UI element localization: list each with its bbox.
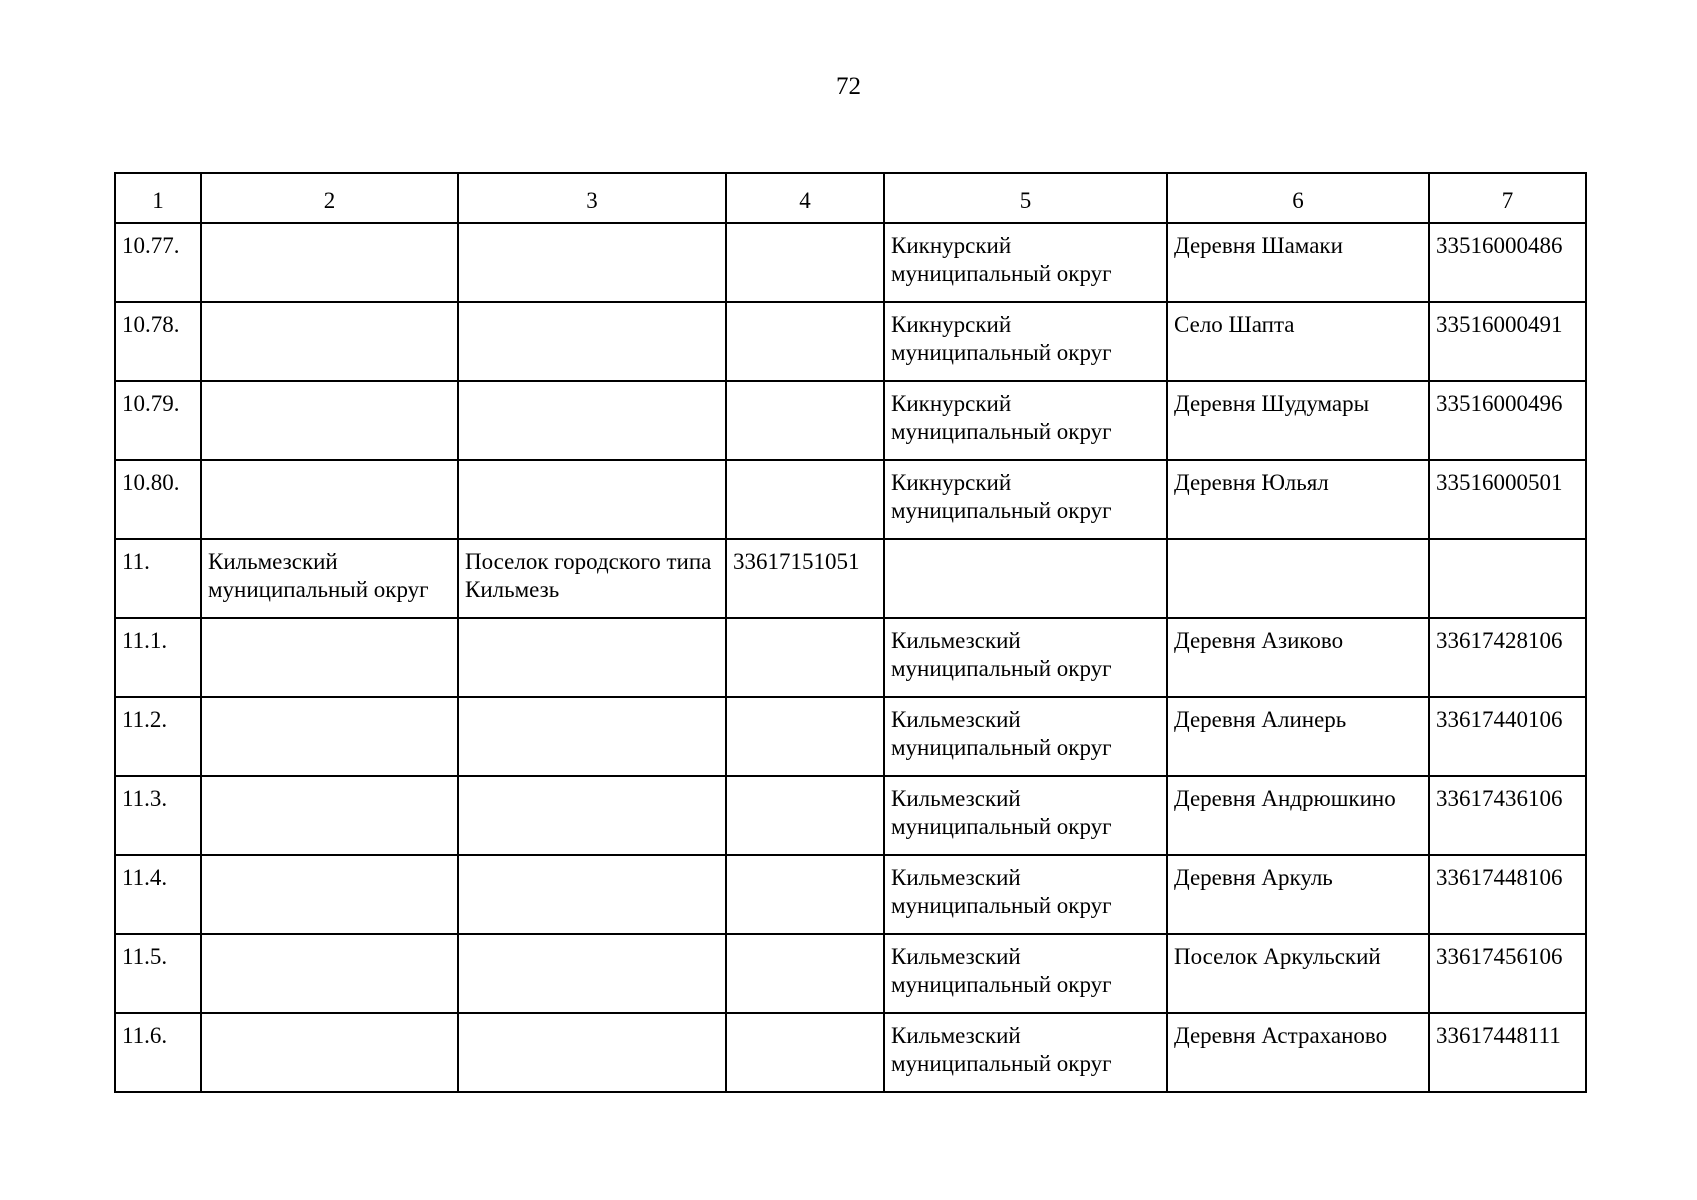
- data-table: [114, 172, 1587, 1093]
- table-row: [115, 381, 1586, 460]
- table-row: [115, 934, 1586, 1013]
- municipality-cell: [201, 697, 458, 776]
- district-cell: Кильмезский муниципальный округ: [884, 697, 1167, 776]
- table-row: [115, 460, 1586, 539]
- locality-code-cell: 33516000491: [1429, 302, 1586, 381]
- locality-cell: Деревня Шудумары: [1167, 381, 1429, 460]
- oktmo-code-cell: [726, 855, 884, 934]
- column-header-4: 4: [726, 173, 884, 223]
- column-header-7: 7: [1429, 173, 1586, 223]
- settlement-cell: [458, 460, 726, 539]
- row-number-cell: 11.3.: [115, 776, 201, 855]
- municipality-cell: [201, 223, 458, 302]
- locality-code-cell: 33516000496: [1429, 381, 1586, 460]
- locality-cell: Деревня Алинерь: [1167, 697, 1429, 776]
- table-row: [115, 223, 1586, 302]
- oktmo-code-cell: [726, 776, 884, 855]
- locality-code-cell: 33516000486: [1429, 223, 1586, 302]
- district-cell: Кикнурский муниципальный округ: [884, 381, 1167, 460]
- settlement-cell: [458, 855, 726, 934]
- row-number-cell: 10.80.: [115, 460, 201, 539]
- locality-cell: Деревня Юльял: [1167, 460, 1429, 539]
- settlement-cell: [458, 1013, 726, 1092]
- settlement-cell: [458, 934, 726, 1013]
- page-number: 72: [836, 73, 861, 100]
- settlement-cell: [458, 223, 726, 302]
- locality-cell: Деревня Азиково: [1167, 618, 1429, 697]
- column-header-1: 1: [115, 173, 201, 223]
- row-number-cell: 11.1.: [115, 618, 201, 697]
- locality-code-cell: 33617456106: [1429, 934, 1586, 1013]
- municipality-cell: Кильмезский муниципальный округ: [201, 539, 458, 618]
- district-cell: Кильмезский муниципальный округ: [884, 855, 1167, 934]
- district-cell: Кикнурский муниципальный округ: [884, 460, 1167, 539]
- table-row: [115, 302, 1586, 381]
- oktmo-code-cell: [726, 697, 884, 776]
- locality-cell: Деревня Астраханово: [1167, 1013, 1429, 1092]
- settlement-cell: [458, 381, 726, 460]
- locality-code-cell: 33516000501: [1429, 460, 1586, 539]
- district-cell: Кикнурский муниципальный округ: [884, 302, 1167, 381]
- table-body: [115, 223, 1586, 1092]
- oktmo-code-cell: [726, 302, 884, 381]
- municipality-cell: [201, 855, 458, 934]
- municipality-cell: [201, 381, 458, 460]
- table-row: [115, 539, 1586, 618]
- locality-code-cell: [1429, 539, 1586, 618]
- table-row: [115, 697, 1586, 776]
- oktmo-code-cell: [726, 381, 884, 460]
- row-number-cell: 11.6.: [115, 1013, 201, 1092]
- settlement-cell: [458, 302, 726, 381]
- oktmo-code-cell: [726, 618, 884, 697]
- locality-cell: Деревня Шамаки: [1167, 223, 1429, 302]
- district-cell: Кикнурский муниципальный округ: [884, 223, 1167, 302]
- district-cell: Кильмезский муниципальный округ: [884, 1013, 1167, 1092]
- municipality-cell: [201, 1013, 458, 1092]
- table-row: [115, 855, 1586, 934]
- column-header-5: 5: [884, 173, 1167, 223]
- district-cell: [884, 539, 1167, 618]
- column-header-2: 2: [201, 173, 458, 223]
- municipality-cell: [201, 618, 458, 697]
- header-row: [115, 173, 1586, 223]
- row-number-cell: 11.: [115, 539, 201, 618]
- locality-code-cell: 33617436106: [1429, 776, 1586, 855]
- locality-code-cell: 33617448106: [1429, 855, 1586, 934]
- locality-cell: Поселок Аркульский: [1167, 934, 1429, 1013]
- locality-code-cell: 33617428106: [1429, 618, 1586, 697]
- municipality-cell: [201, 460, 458, 539]
- oktmo-code-cell: [726, 223, 884, 302]
- row-number-cell: 11.5.: [115, 934, 201, 1013]
- column-header-3: 3: [458, 173, 726, 223]
- table-row: [115, 1013, 1586, 1092]
- district-cell: Кильмезский муниципальный округ: [884, 618, 1167, 697]
- column-header-6: 6: [1167, 173, 1429, 223]
- settlement-cell: [458, 618, 726, 697]
- table-row: [115, 776, 1586, 855]
- row-number-cell: 10.79.: [115, 381, 201, 460]
- locality-cell: Село Шапта: [1167, 302, 1429, 381]
- district-cell: Кильмезский муниципальный округ: [884, 776, 1167, 855]
- oktmo-code-cell: [726, 1013, 884, 1092]
- municipality-cell: [201, 776, 458, 855]
- oktmo-code-cell: [726, 934, 884, 1013]
- oktmo-code-cell: [726, 460, 884, 539]
- row-number-cell: 10.78.: [115, 302, 201, 381]
- district-cell: Кильмезский муниципальный округ: [884, 934, 1167, 1013]
- locality-code-cell: 33617448111: [1429, 1013, 1586, 1092]
- municipality-cell: [201, 302, 458, 381]
- settlement-cell: [458, 776, 726, 855]
- row-number-cell: 11.2.: [115, 697, 201, 776]
- row-number-cell: 11.4.: [115, 855, 201, 934]
- settlement-cell: [458, 697, 726, 776]
- oktmo-code-cell: 33617151051: [726, 539, 884, 618]
- locality-cell: [1167, 539, 1429, 618]
- locality-code-cell: 33617440106: [1429, 697, 1586, 776]
- row-number-cell: 10.77.: [115, 223, 201, 302]
- locality-cell: Деревня Аркуль: [1167, 855, 1429, 934]
- locality-cell: Деревня Андрюшкино: [1167, 776, 1429, 855]
- municipality-cell: [201, 934, 458, 1013]
- settlement-cell: Поселок городского типа Кильмезь: [458, 539, 726, 618]
- table-row: [115, 618, 1586, 697]
- table-header: [115, 173, 1586, 223]
